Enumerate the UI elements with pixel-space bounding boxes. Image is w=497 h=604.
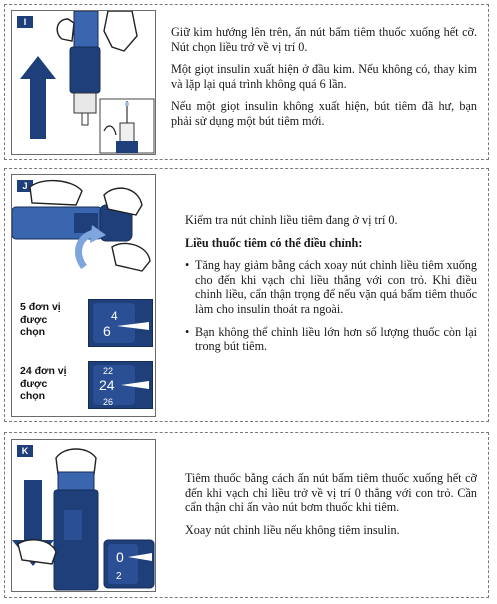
step-j-bullet-list [185,258,477,354]
step-i-paragraph-2: Một giọt insulin xuất hiện ở đầu kim. Nếu không có, thay kim và lặp lại quá trình không quá 6 lần. [171,62,477,91]
step-j-intro: Kiểm tra nút chỉnh liều tiêm đang ở vị trí 0. [185,213,398,227]
dial-number: 2 [116,571,122,582]
dial-number: 0 [116,549,124,565]
arrow-up-icon [20,56,56,139]
step-k-paragraph-1: Tiêm thuốc bằng cách ấn nút bấm tiêm thuốc xuống hết cỡ đến khi vạch chỉ liều trở về vị trí 0 thẳng với con trỏ. Cần cẩn thận chỉ ấn vào nút bơm thuốc khi tiêm. [185,471,477,515]
illustration-step-i [11,10,156,155]
illustration-step-k [11,439,156,592]
panel-step-i [4,4,489,160]
step-j-subheading: Liều thuốc tiêm có thể điều chỉnh: [185,235,363,250]
step-k-text [185,471,477,545]
step-j-text [185,213,477,362]
dose-window-zero [104,540,154,588]
needle-inset [100,99,154,153]
step-j-bullet: • Bạn không thể chỉnh liều lớn hơn số lượng thuốc còn lại trong bút tiêm. [185,325,477,354]
dial-number: 4 [111,309,118,323]
pen-body [54,472,98,590]
dial-number: 24 [99,377,115,393]
pen-body [70,11,100,125]
dial-number: 6 [103,323,111,339]
dial-number: 22 [103,366,114,376]
step-tag: J [17,180,33,192]
dial-number: 26 [103,397,114,407]
step-tag: K [17,445,33,457]
dial-24-units-label: 24 đơn vị được chọn [20,365,67,402]
pen-upright-illustration [12,11,156,155]
step-k-paragraph-2: Xoay nút chỉnh liều nếu không tiêm insulin. [185,522,400,537]
panel-step-k [4,432,489,598]
pen-dial-illustration [12,175,156,290]
step-i-paragraph-1: Giữ kim hướng lên trên, ấn nút bấm tiêm thuốc xuống hết cỡ. Nút chọn liều trở về vị trí 0. [171,25,477,54]
step-i-text [171,25,477,137]
panel-step-j [4,168,489,422]
step-j-bullet: • Tăng hay giảm bằng cách xoay nút chỉnh liều tiêm xuống cho đến khi vạch chỉ liều thẳng với con trỏ. Khi điều chỉnh liều, cẩn thận trọng để nếu vặn quá bấm tiêm thuốc làm cho insulin thoát ra ngoài. [185,258,477,316]
illustration-step-j [11,174,156,417]
pen-inject-illustration [12,440,156,592]
step-i-paragraph-3: Nếu một giọt insulin không xuất hiện, bút tiêm đã hư, bạn phải sử dụng một bút tiêm mới. [171,99,477,128]
dial-5-units-label: 5 đơn vị được chọn [20,301,61,338]
dose-window-24-units [88,361,153,409]
step-tag: I [17,16,33,28]
dose-window-5-units [88,299,153,347]
